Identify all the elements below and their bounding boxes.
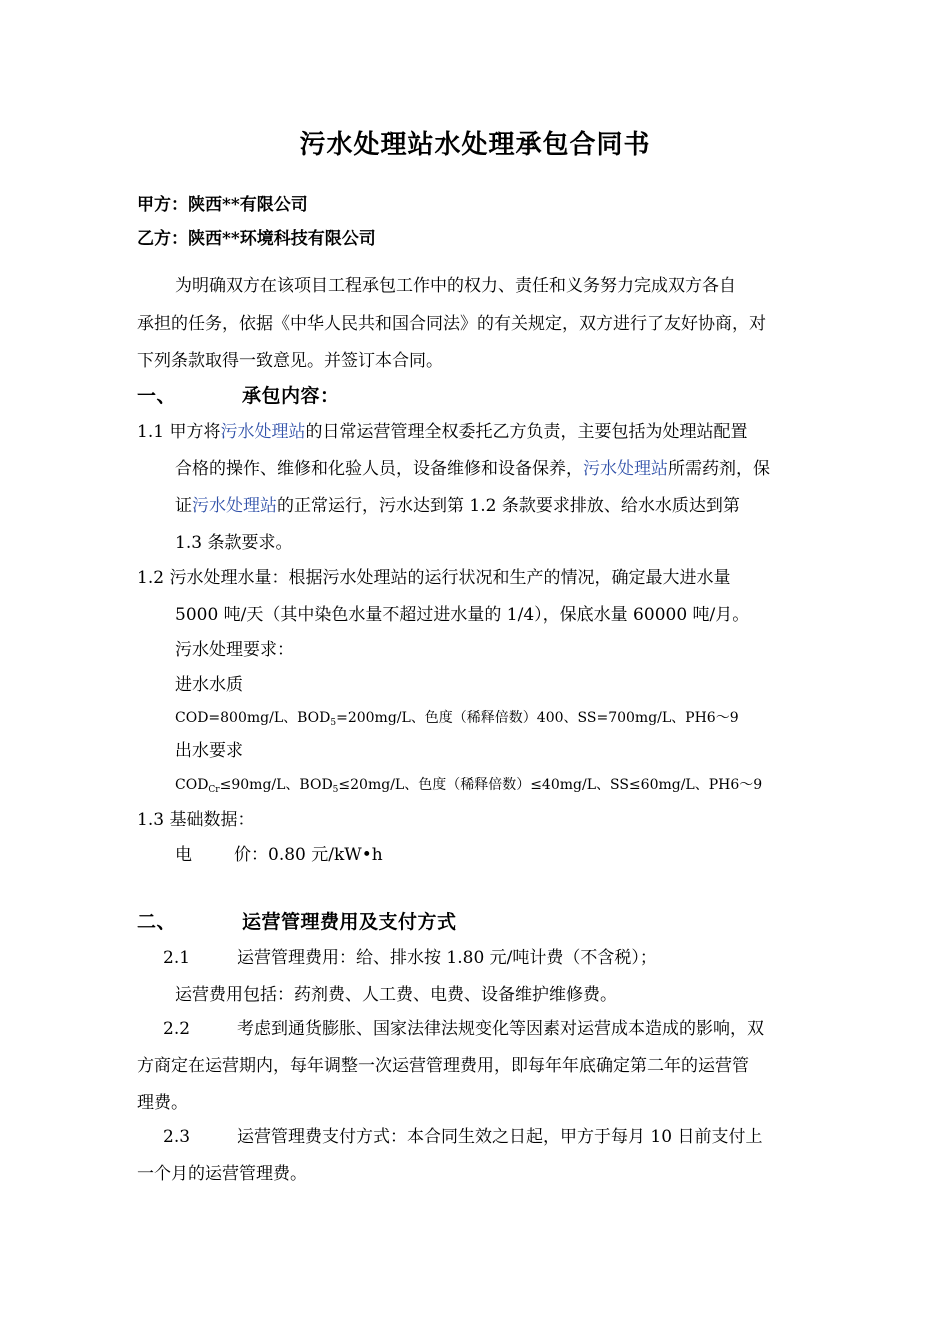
clause-1-2-line-2: 5000 吨/天（其中染色水量不超过进水量的 1/4），保底水量 60000 吨/月。 — [175, 605, 750, 625]
clause-2-2-line-2: 方商定在运营期内，每年调整一次运营管理费用，即每年年底确定第二年的运营管 — [137, 1056, 749, 1076]
clause-1-1-text: 合格的操作、维修和化验人员，设备维修和设备保养， — [175, 459, 583, 479]
electricity-value: 价：0.80 元/kW•h — [234, 845, 383, 865]
influent-spec-subscript: 5 — [330, 718, 337, 728]
clause-2-1-number: 2.1 — [163, 948, 191, 968]
clause-1-1-line-4: 1.3 条款要求。 — [175, 533, 293, 553]
section-2-number: 二、 — [137, 911, 177, 933]
influent-quality-spec — [175, 706, 739, 735]
effluent-spec-text: ≤90mg/L、BOD — [219, 777, 333, 793]
clause-2-2-line-3: 理费。 — [137, 1093, 188, 1113]
treatment-requirements-label: 污水处理要求： — [175, 640, 294, 660]
influent-spec-text: =200mg/L、色度（稀释倍数）400、SS=700mg/L、PH6～9 — [336, 710, 739, 726]
clause-1-1-line-3 — [175, 494, 740, 518]
electricity-label: 电 — [175, 845, 192, 865]
clause-1-1-text: 的正常运行，污水达到第 1.2 条款要求排放、给水水质达到第 — [277, 496, 740, 516]
intro-line-1: 为明确双方在该项目工程承包工作中的权力、责任和义务努力完成双方各自 — [175, 276, 736, 296]
influent-spec-text: COD=800mg/L、BOD — [175, 710, 331, 726]
contract-title: 污水处理站水处理承包合同书 — [299, 130, 651, 160]
electricity-price — [175, 843, 383, 867]
clause-1-1-line-1 — [137, 420, 747, 444]
influent-quality-label: 进水水质 — [175, 675, 243, 695]
section-1-number: 一、 — [137, 385, 177, 407]
effluent-spec-text: ≤20mg/L、色度（稀释倍数）≤40mg/L、SS≤60mg/L、PH6～9 — [338, 777, 763, 793]
clause-1-2-line-1: 1.2 污水处理水量：根据污水处理站的运行状况和生产的情况，确定最大进水量 — [137, 568, 731, 588]
clause-1-3-heading: 1.3 基础数据： — [137, 810, 255, 830]
effluent-requirement-spec — [175, 773, 762, 802]
section-2-title: 运营管理费用及支付方式 — [242, 911, 457, 933]
section-2-heading — [137, 910, 457, 934]
clause-2-1-text: 运营管理费用：给、排水按 1.80 元/吨计费（不含税）； — [237, 948, 657, 968]
effluent-spec-subscript: 5 — [332, 785, 339, 795]
intro-line-3: 下列条款取得一致意见。并签订本合同。 — [137, 351, 443, 371]
clause-2-3-text: 运营管理费支付方式：本合同生效之日起，甲方于每月 10 日前支付上 — [237, 1127, 763, 1147]
effluent-spec-subscript: Cr — [208, 785, 220, 795]
clause-2-3-number: 2.3 — [163, 1127, 191, 1147]
section-1-title: 承包内容： — [242, 385, 340, 407]
station-link[interactable]: 污水处理站 — [192, 496, 277, 516]
clause-2-2-line-1 — [163, 1017, 764, 1041]
clause-1-1-text: 的日常运营管理全权委托乙方负责，主要包括为处理站配置 — [305, 422, 748, 442]
section-1-heading — [137, 384, 340, 408]
clause-2-3-line-2: 一个月的运营管理费。 — [137, 1164, 307, 1184]
clause-1-1-text: 证 — [175, 496, 192, 516]
station-link[interactable]: 污水处理站 — [583, 459, 668, 479]
intro-line-2: 承担的任务，依据《中华人民共和国合同法》的有关规定，双方进行了友好协商，对 — [137, 314, 766, 334]
clause-1-1-text: 所需药剂，保 — [668, 459, 770, 479]
clause-2-2-number: 2.2 — [163, 1019, 191, 1039]
clause-2-1 — [163, 946, 657, 970]
effluent-requirement-label: 出水要求 — [175, 741, 243, 761]
clause-2-1-fees: 运营费用包括：药剂费、人工费、电费、设备维护维修费。 — [175, 985, 617, 1005]
effluent-spec-text: COD — [175, 777, 209, 793]
clause-2-2-text: 考虑到通货膨胀、国家法律法规变化等因素对运营成本造成的影响，双 — [237, 1019, 764, 1039]
clause-1-1-text: 1.1 甲方将 — [137, 422, 221, 442]
clause-2-3-line-1 — [163, 1125, 762, 1149]
party-a: 甲方：陕西**有限公司 — [137, 195, 308, 215]
station-link[interactable]: 污水处理站 — [220, 422, 306, 442]
clause-1-1-line-2 — [175, 457, 770, 481]
party-b: 乙方：陕西**环境科技有限公司 — [137, 229, 376, 249]
